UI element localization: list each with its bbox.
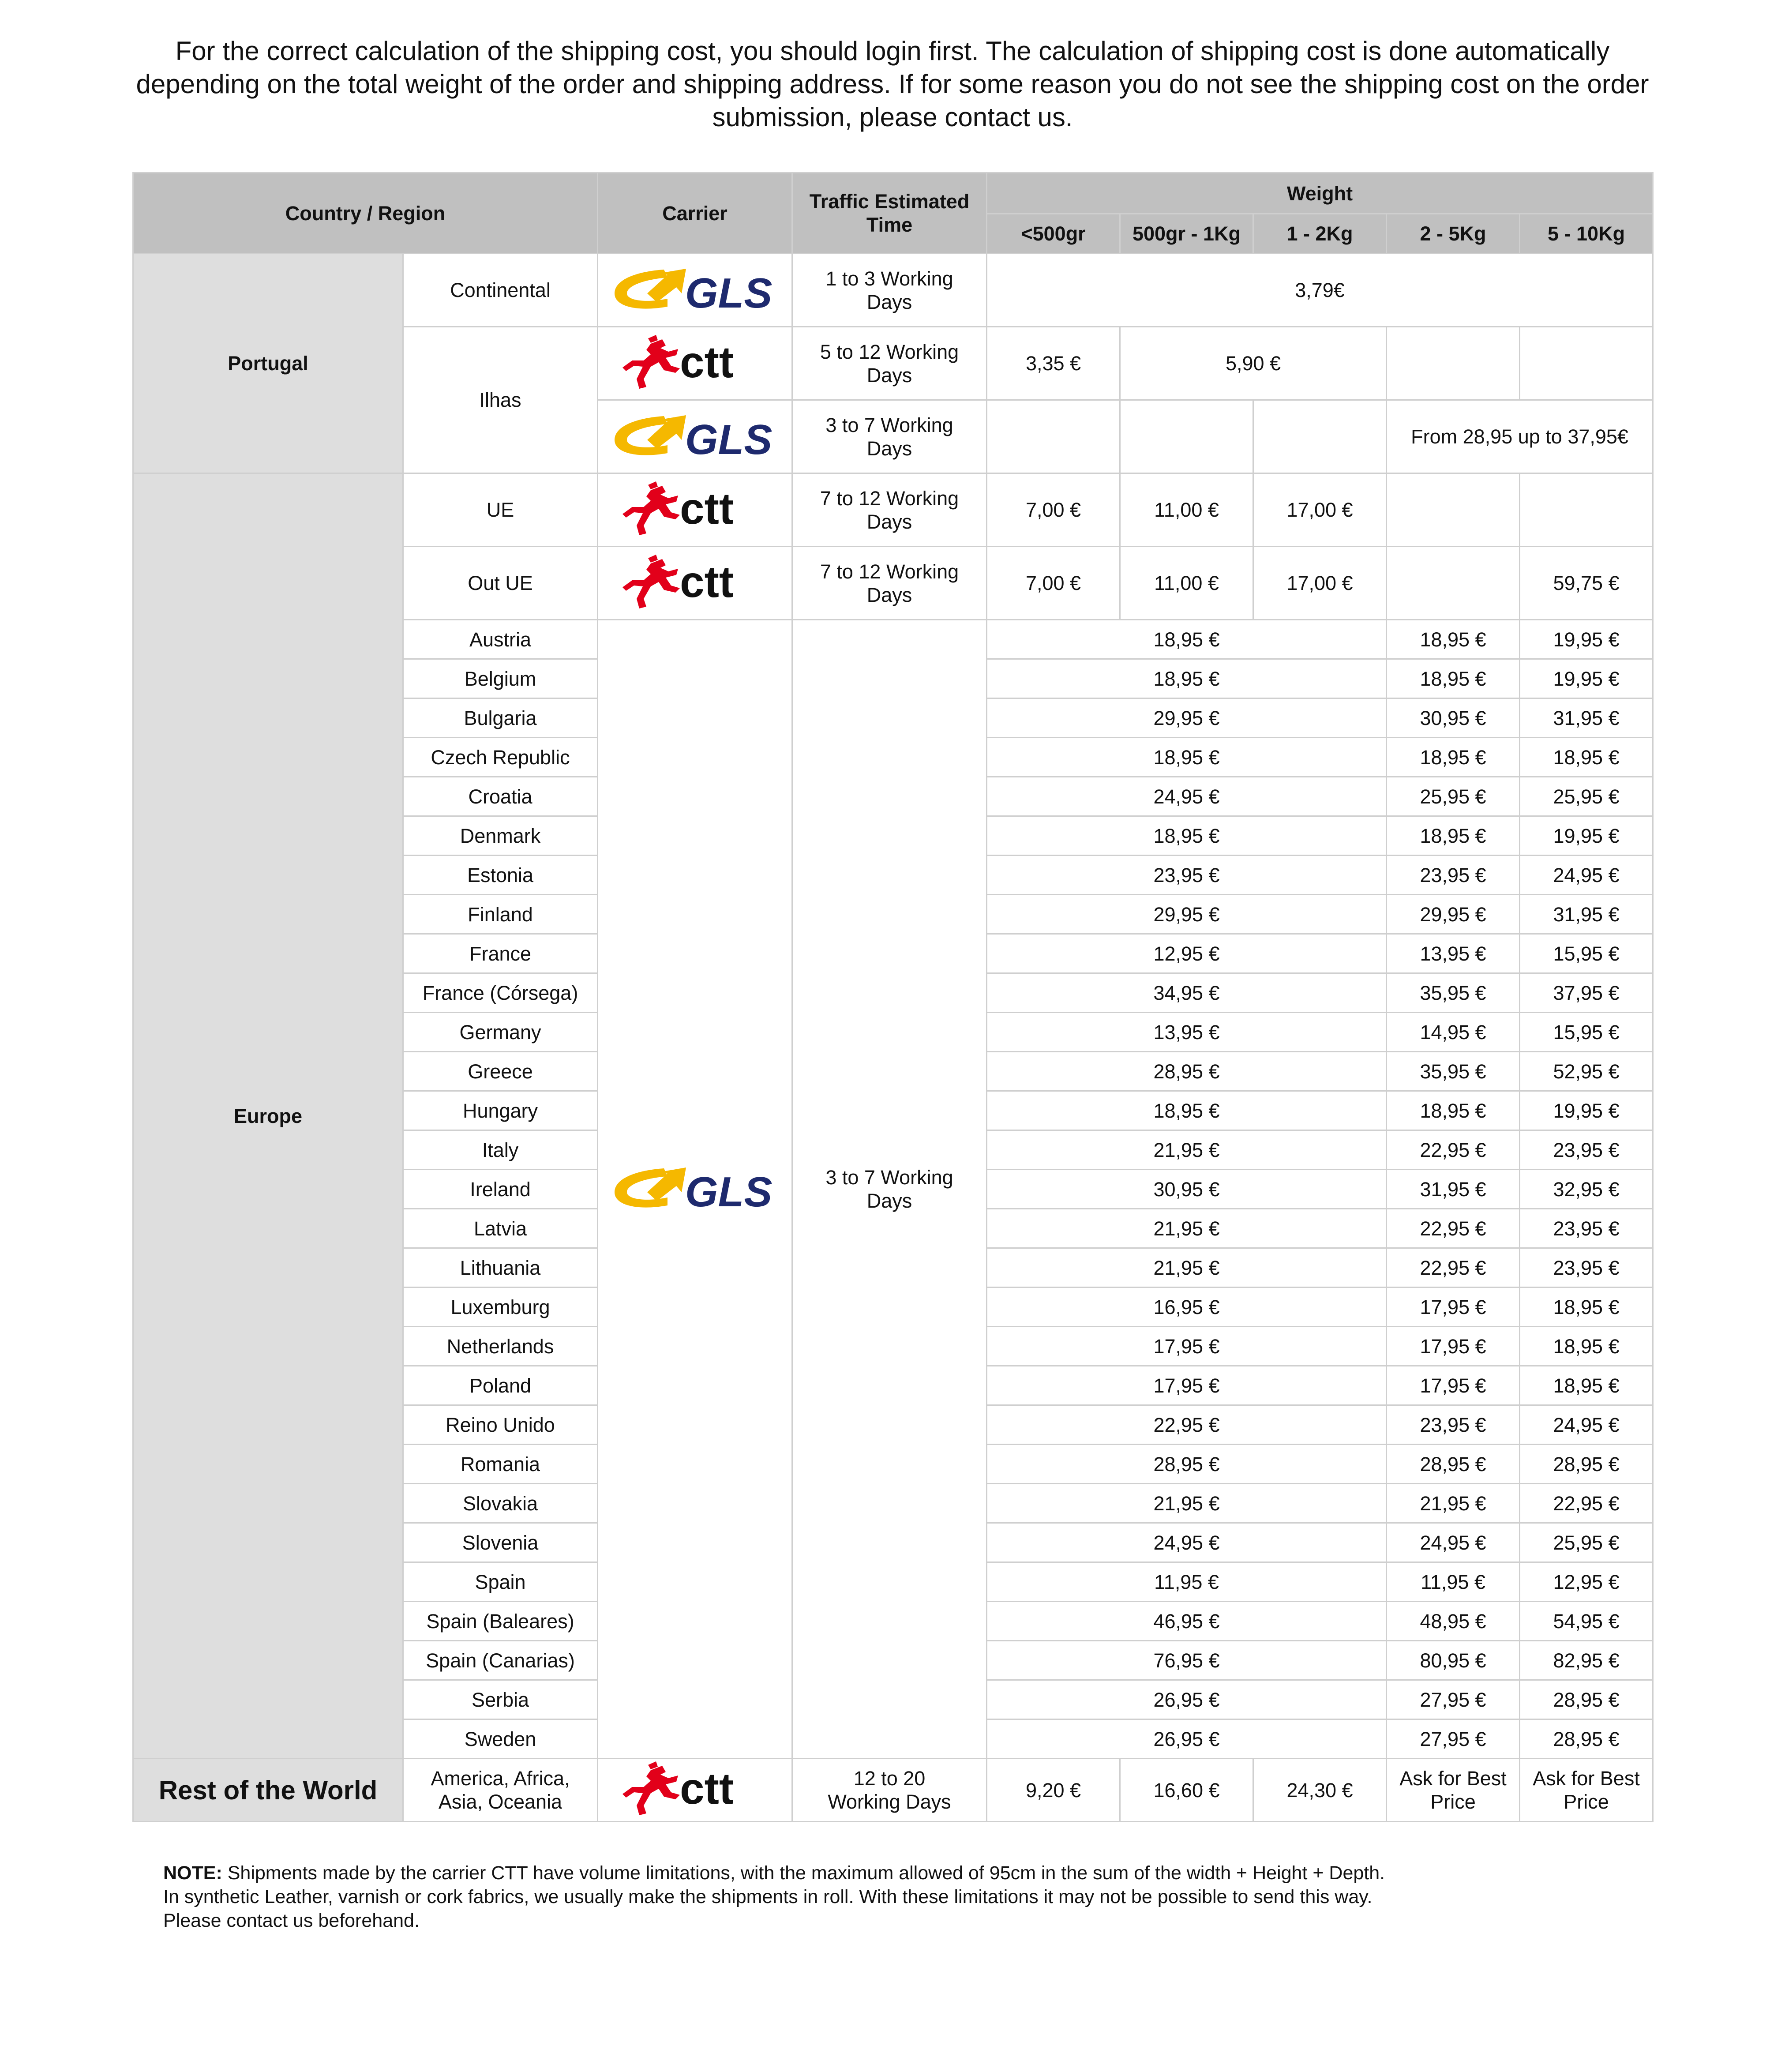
country-name: Italy bbox=[403, 1130, 598, 1170]
price-cell: 17,95 € bbox=[987, 1366, 1387, 1405]
price-cell: 24,95 € bbox=[1520, 856, 1653, 895]
country-name: Netherlands bbox=[403, 1327, 598, 1366]
subregion-ilhas: Ilhas bbox=[403, 327, 598, 473]
price-cell: 26,95 € bbox=[987, 1680, 1387, 1719]
country-name: Serbia bbox=[403, 1680, 598, 1719]
price-cell: 32,95 € bbox=[1520, 1170, 1653, 1209]
price-cell: 23,95 € bbox=[1387, 856, 1520, 895]
country-name: Spain (Canarias) bbox=[403, 1641, 598, 1680]
subregion-out-ue: Out UE bbox=[403, 547, 598, 620]
price-cell: 18,95 € bbox=[1387, 659, 1520, 698]
price-cell: 19,95 € bbox=[1520, 620, 1653, 659]
price-cell: 3,35 € bbox=[987, 327, 1120, 400]
country-name: Poland bbox=[403, 1366, 598, 1405]
gls-logo-icon bbox=[611, 266, 779, 315]
price-cell: 17,00 € bbox=[1253, 473, 1387, 547]
price-range: From 28,95 up to 37,95€ bbox=[1387, 400, 1653, 473]
country-name: Czech Republic bbox=[403, 738, 598, 777]
country-name: Spain (Baleares) bbox=[403, 1602, 598, 1641]
price-cell: 15,95 € bbox=[1520, 934, 1653, 973]
price-cell: 15,95 € bbox=[1520, 1013, 1653, 1052]
price-cell-empty bbox=[1520, 473, 1653, 547]
price-cell: 76,95 € bbox=[987, 1641, 1387, 1680]
gls-logo-icon bbox=[611, 413, 779, 461]
price-cell: 18,95 € bbox=[1520, 738, 1653, 777]
price-cell: 28,95 € bbox=[1387, 1445, 1520, 1484]
delivery-time: 3 to 7 Working Days bbox=[792, 400, 987, 473]
note bbox=[163, 1861, 1663, 1933]
price-cell: 31,95 € bbox=[1520, 895, 1653, 934]
price-cell: 30,95 € bbox=[1387, 698, 1520, 738]
price-cell: 25,95 € bbox=[1387, 777, 1520, 816]
header-weight-3: 1 - 2Kg bbox=[1253, 214, 1387, 254]
subregion-world: America, Africa, Asia, Oceania bbox=[403, 1759, 598, 1822]
price-cell: 17,95 € bbox=[1387, 1327, 1520, 1366]
intro-text: For the correct calculation of the shipping cost, you should login first. The calculation of shipping cost is done automatically depending on the total weight of the order and shipping address. If for some reason you do not see the shipping cost on the order submission, please contact us. bbox=[136, 36, 1649, 132]
carrier-cell bbox=[598, 327, 792, 400]
price-cell: 21,95 € bbox=[987, 1130, 1387, 1170]
delivery-time: 7 to 12 Working Days bbox=[792, 547, 987, 620]
country-name: Denmark bbox=[403, 816, 598, 856]
price-cell: 29,95 € bbox=[987, 698, 1387, 738]
price-cell: 11,95 € bbox=[1387, 1562, 1520, 1602]
price-cell: 12,95 € bbox=[987, 934, 1387, 973]
country-name: Croatia bbox=[403, 777, 598, 816]
note-label: NOTE: bbox=[163, 1862, 222, 1884]
price-cell: Ask for Best Price bbox=[1520, 1759, 1653, 1822]
price-cell: 37,95 € bbox=[1520, 973, 1653, 1013]
price-cell: 22,95 € bbox=[1387, 1209, 1520, 1248]
price-cell: 18,95 € bbox=[1387, 1091, 1520, 1130]
price-cell: 80,95 € bbox=[1387, 1641, 1520, 1680]
country-name: Reino Unido bbox=[403, 1405, 598, 1445]
gls-logo-text: GLS bbox=[685, 1168, 772, 1213]
price-cell-empty bbox=[987, 400, 1120, 473]
price-cell: 26,95 € bbox=[987, 1719, 1387, 1759]
price-cell-empty bbox=[1387, 473, 1520, 547]
price-cell: 13,95 € bbox=[1387, 934, 1520, 973]
price-cell: 18,95 € bbox=[987, 659, 1387, 698]
price-cell: 24,95 € bbox=[1387, 1523, 1520, 1562]
price-cell: 11,00 € bbox=[1120, 547, 1253, 620]
delivery-time: 1 to 3 Working Days bbox=[792, 254, 987, 327]
price-cell: 25,95 € bbox=[1520, 777, 1653, 816]
price-cell: 59,75 € bbox=[1520, 547, 1653, 620]
subregion-continental: Continental bbox=[403, 254, 598, 327]
country-name: Finland bbox=[403, 895, 598, 934]
header-traffic: Traffic Estimated Time bbox=[792, 173, 987, 254]
price-cell: 28,95 € bbox=[1520, 1719, 1653, 1759]
header-weight-5: 5 - 10Kg bbox=[1520, 214, 1653, 254]
price-cell: 24,95 € bbox=[1520, 1405, 1653, 1445]
price-cell: 24,30 € bbox=[1253, 1759, 1387, 1822]
delivery-time: 5 to 12 Working Days bbox=[792, 327, 987, 400]
country-name: Slovakia bbox=[403, 1484, 598, 1523]
note-line-2: In synthetic Leather, varnish or cork fabrics, we usually make the shipments in roll. With these limitations it may not be possible to send this way. bbox=[163, 1886, 1372, 1907]
price-cell: 19,95 € bbox=[1520, 659, 1653, 698]
price-cell: 18,95 € bbox=[987, 816, 1387, 856]
price-cell: 11,95 € bbox=[987, 1562, 1387, 1602]
country-name: Bulgaria bbox=[403, 698, 598, 738]
country-name: Slovenia bbox=[403, 1523, 598, 1562]
gls-logo-text: GLS bbox=[685, 416, 772, 461]
price-cell: 14,95 € bbox=[1387, 1013, 1520, 1052]
price-cell: 29,95 € bbox=[1387, 895, 1520, 934]
country-name: Estonia bbox=[403, 856, 598, 895]
price-cell: 54,95 € bbox=[1520, 1602, 1653, 1641]
price-cell: 16,60 € bbox=[1120, 1759, 1253, 1822]
note-line-3: Please contact us beforehand. bbox=[163, 1910, 420, 1931]
country-name: Lithuania bbox=[403, 1248, 598, 1287]
ctt-logo-text: ctt bbox=[680, 557, 734, 607]
price-cell: 30,95 € bbox=[987, 1170, 1387, 1209]
price-cell: 52,95 € bbox=[1520, 1052, 1653, 1091]
price-cell: 23,95 € bbox=[1387, 1405, 1520, 1445]
delivery-time: 7 to 12 Working Days bbox=[792, 473, 987, 547]
country-name: France (Córsega) bbox=[403, 973, 598, 1013]
header-country-region: Country / Region bbox=[133, 173, 598, 254]
carrier-cell bbox=[598, 1759, 792, 1822]
header-weight-1: <500gr bbox=[987, 214, 1120, 254]
ctt-logo-icon bbox=[620, 1761, 770, 1819]
price-cell-empty bbox=[1387, 327, 1520, 400]
price-cell: 22,95 € bbox=[1520, 1484, 1653, 1523]
price-cell: 19,95 € bbox=[1520, 1091, 1653, 1130]
carrier-cell bbox=[598, 620, 792, 1759]
ctt-logo-icon bbox=[620, 335, 770, 392]
country-name: Germany bbox=[403, 1013, 598, 1052]
price-cell: 82,95 € bbox=[1520, 1641, 1653, 1680]
price-cell: 9,20 € bbox=[987, 1759, 1120, 1822]
price-cell: 22,95 € bbox=[1387, 1130, 1520, 1170]
price-cell: 25,95 € bbox=[1520, 1523, 1653, 1562]
price-cell: 22,95 € bbox=[1387, 1248, 1520, 1287]
price-cell: 18,95 € bbox=[1387, 738, 1520, 777]
price-cell: 21,95 € bbox=[987, 1209, 1387, 1248]
price-cell: 48,95 € bbox=[1387, 1602, 1520, 1641]
price-cell: 28,95 € bbox=[987, 1052, 1387, 1091]
price-cell: 23,95 € bbox=[1520, 1130, 1653, 1170]
ctt-logo-icon bbox=[620, 555, 770, 612]
country-name: France bbox=[403, 934, 598, 973]
price-cell: 17,95 € bbox=[1387, 1287, 1520, 1327]
price-cell: 18,95 € bbox=[987, 1091, 1387, 1130]
ctt-logo-text: ctt bbox=[680, 1764, 734, 1813]
country-name: Sweden bbox=[403, 1719, 598, 1759]
price-cell: 18,95 € bbox=[1387, 620, 1520, 659]
price-cell-empty bbox=[1520, 327, 1653, 400]
country-name: Spain bbox=[403, 1562, 598, 1602]
price-cell: 18,95 € bbox=[987, 738, 1387, 777]
subregion-ue: UE bbox=[403, 473, 598, 547]
region-rest-of-world: Rest of the World bbox=[133, 1759, 403, 1822]
price-cell: 27,95 € bbox=[1387, 1680, 1520, 1719]
price-cell: 12,95 € bbox=[1520, 1562, 1653, 1602]
price-cell: 23,95 € bbox=[1520, 1209, 1653, 1248]
region-portugal: Portugal bbox=[133, 254, 403, 473]
price-cell: 11,00 € bbox=[1120, 473, 1253, 547]
country-name: Austria bbox=[403, 620, 598, 659]
price-cell: 23,95 € bbox=[1520, 1248, 1653, 1287]
price-cell: 17,00 € bbox=[1253, 547, 1387, 620]
price-cell: 35,95 € bbox=[1387, 973, 1520, 1013]
price-cell: 7,00 € bbox=[987, 547, 1120, 620]
ctt-logo-icon bbox=[620, 481, 770, 539]
carrier-cell bbox=[598, 547, 792, 620]
price-cell: 28,95 € bbox=[1520, 1680, 1653, 1719]
price-cell-empty bbox=[1253, 400, 1387, 473]
price-cell: 18,95 € bbox=[1387, 816, 1520, 856]
price-continental: 3,79€ bbox=[987, 254, 1653, 327]
country-name: Ireland bbox=[403, 1170, 598, 1209]
price-cell: 21,95 € bbox=[1387, 1484, 1520, 1523]
price-cell: 18,95 € bbox=[1520, 1287, 1653, 1327]
price-cell: 21,95 € bbox=[987, 1484, 1387, 1523]
price-cell: 16,95 € bbox=[987, 1287, 1387, 1327]
price-cell: 18,95 € bbox=[1520, 1327, 1653, 1366]
country-name: Greece bbox=[403, 1052, 598, 1091]
price-cell: Ask for Best Price bbox=[1387, 1759, 1520, 1822]
price-cell: 46,95 € bbox=[987, 1602, 1387, 1641]
gls-logo-text: GLS bbox=[685, 269, 772, 315]
country-name: Romania bbox=[403, 1445, 598, 1484]
price-cell: 29,95 € bbox=[987, 895, 1387, 934]
price-cell: 17,95 € bbox=[987, 1327, 1387, 1366]
price-cell: 24,95 € bbox=[987, 1523, 1387, 1562]
ctt-logo-text: ctt bbox=[680, 337, 734, 387]
price-cell: 31,95 € bbox=[1520, 698, 1653, 738]
price-cell-empty bbox=[1120, 400, 1253, 473]
carrier-cell bbox=[598, 400, 792, 473]
price-cell: 17,95 € bbox=[1387, 1366, 1520, 1405]
price-cell: 18,95 € bbox=[987, 620, 1387, 659]
delivery-time: 12 to 20 Working Days bbox=[792, 1759, 987, 1822]
price-cell: 23,95 € bbox=[987, 856, 1387, 895]
shipping-table bbox=[132, 172, 1654, 1822]
delivery-time: 3 to 7 Working Days bbox=[792, 620, 987, 1759]
price-cell: 13,95 € bbox=[987, 1013, 1387, 1052]
carrier-cell bbox=[598, 254, 792, 327]
country-name: Belgium bbox=[403, 659, 598, 698]
price-cell: 18,95 € bbox=[1520, 1366, 1653, 1405]
carrier-cell bbox=[598, 473, 792, 547]
price-cell: 31,95 € bbox=[1387, 1170, 1520, 1209]
price-cell: 5,90 € bbox=[1120, 327, 1387, 400]
header-weight: Weight bbox=[987, 173, 1653, 214]
header-carrier: Carrier bbox=[598, 173, 792, 254]
price-cell: 27,95 € bbox=[1387, 1719, 1520, 1759]
price-cell: 19,95 € bbox=[1520, 816, 1653, 856]
price-cell: 34,95 € bbox=[987, 973, 1387, 1013]
price-cell: 28,95 € bbox=[1520, 1445, 1653, 1484]
price-cell: 22,95 € bbox=[987, 1405, 1387, 1445]
region-europe: Europe bbox=[133, 473, 403, 1759]
country-name: Luxemburg bbox=[403, 1287, 598, 1327]
price-cell: 28,95 € bbox=[987, 1445, 1387, 1484]
header-weight-2: 500gr - 1Kg bbox=[1120, 214, 1253, 254]
header-weight-4: 2 - 5Kg bbox=[1387, 214, 1520, 254]
country-name: Latvia bbox=[403, 1209, 598, 1248]
price-cell: 35,95 € bbox=[1387, 1052, 1520, 1091]
note-line-1: Shipments made by the carrier CTT have volume limitations, with the maximum allowed of 95cm in the sum of the width + Height + Depth. bbox=[222, 1862, 1385, 1884]
price-cell: 24,95 € bbox=[987, 777, 1387, 816]
price-cell-empty bbox=[1387, 547, 1520, 620]
price-cell: 7,00 € bbox=[987, 473, 1120, 547]
country-name: Hungary bbox=[403, 1091, 598, 1130]
ctt-logo-text: ctt bbox=[680, 484, 734, 533]
price-cell: 21,95 € bbox=[987, 1248, 1387, 1287]
gls-logo-icon bbox=[611, 1165, 779, 1213]
